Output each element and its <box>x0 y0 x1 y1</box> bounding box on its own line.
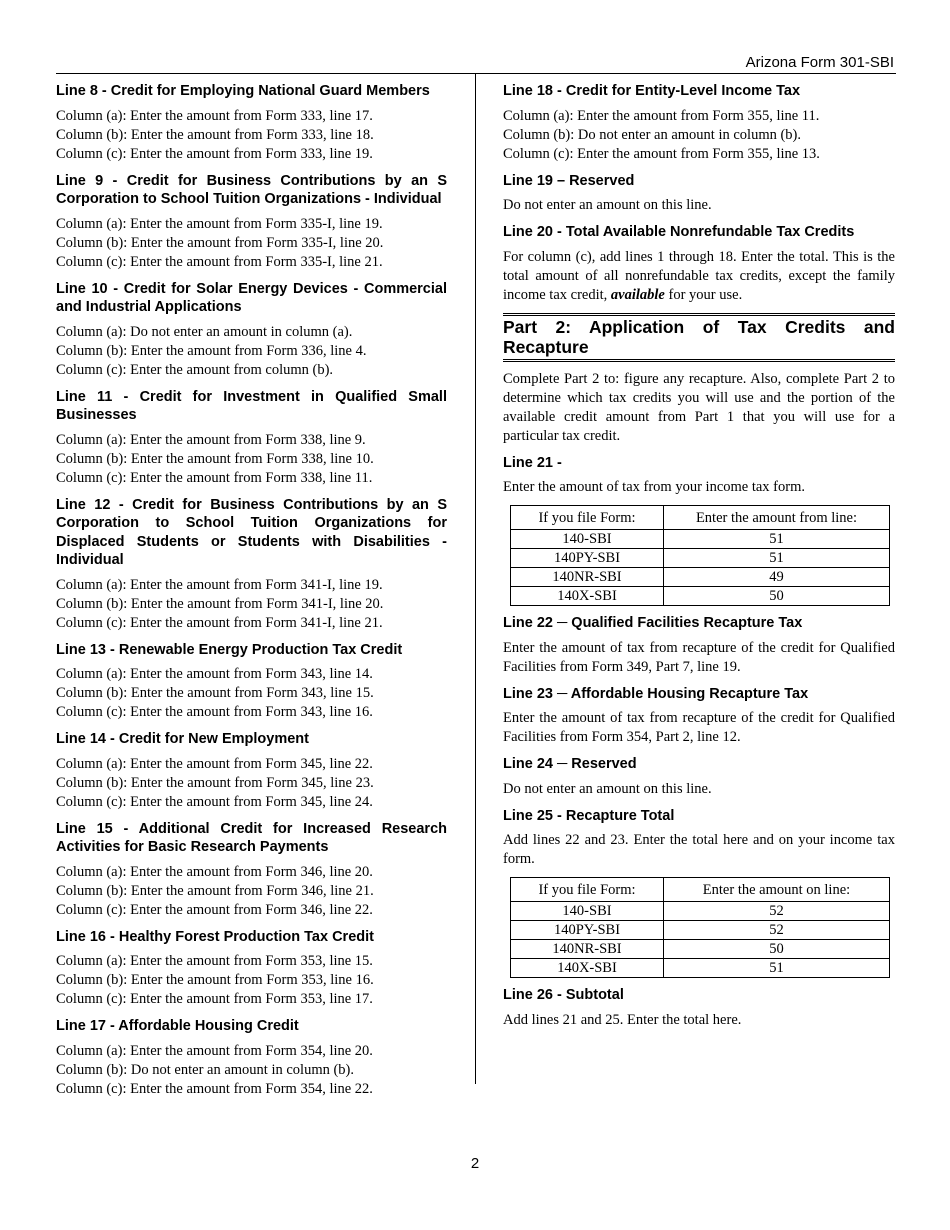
table-cell: 140-SBI <box>511 902 664 921</box>
right-column <box>503 82 895 1038</box>
line-23-section <box>503 685 895 748</box>
table-header: Enter the amount on line: <box>664 878 890 902</box>
line-22-section <box>503 614 895 677</box>
instruction-line: Column (b): Enter the amount from Form 335-I, line 20. <box>56 234 384 251</box>
instruction-line: Column (c): Enter the amount from Form 343, line 16. <box>56 704 373 720</box>
line-25-table <box>510 877 890 978</box>
instruction-line: Column (a): Enter the amount from Form 346, line 20. <box>56 863 373 880</box>
table-header: If you file Form: <box>511 878 664 902</box>
table-cell: 140X-SBI <box>511 959 664 978</box>
table-cell: 49 <box>664 568 890 587</box>
instruction-line: Column (c): Enter the amount from Form 335-I, line 21. <box>56 253 383 270</box>
instruction-line: Column (b): Enter the amount from Form 336, line 4. <box>56 342 367 359</box>
table-header-row <box>511 878 890 902</box>
table-cell: 140PY-SBI <box>511 921 664 940</box>
table-row <box>511 530 890 549</box>
instruction-line: Column (c): Enter the amount from Form 345, line 24. <box>56 793 373 810</box>
form-title: Arizona Form 301-SBI <box>745 54 894 71</box>
section-title: Line 12 - Credit for Business Contributions by an S Corporation to School Tuition Organizations for Displaced Students or Students with Disabilities - Individual <box>56 496 447 568</box>
instruction-line: Column (b): Do not enter an amount in column (b). <box>56 1061 355 1078</box>
line-21-section <box>503 454 895 607</box>
instruction-line: Column (a): Enter the amount from Form 341-I, line 19. <box>56 576 383 593</box>
instruction-text: Do not enter an amount on this line. <box>503 197 712 213</box>
table-cell: 140X-SBI <box>511 587 664 606</box>
instruction-line: Column (c): Enter the amount from Form 333, line 19. <box>56 145 373 162</box>
line-25-section <box>503 807 895 979</box>
section-title: Line 25 - Recapture Total <box>503 807 675 824</box>
instruction-line: Column (b): Do not enter an amount in column (b). <box>503 126 802 143</box>
section-title: Line 18 - Credit for Entity-Level Income Tax <box>503 83 801 99</box>
instruction-line: Column (b): Enter the amount from Form 343, line 15. <box>56 685 374 701</box>
instruction-line: Column (c): Enter the amount from Form 346, line 22. <box>56 901 373 918</box>
instruction-text: Add lines 21 and 25. Enter the total here. <box>503 1011 742 1028</box>
line-20-section <box>503 223 895 305</box>
section-title: Line 13 - Renewable Energy Production Tax Credit <box>56 641 403 658</box>
instruction-line: Column (a): Enter the amount from Form 335-I, line 19. <box>56 215 383 232</box>
instruction-text <box>503 248 895 305</box>
section-title: Line 19 – Reserved <box>503 172 635 189</box>
table-row <box>511 587 890 606</box>
instruction-line: Column (b): Enter the amount from Form 333, line 18. <box>56 126 374 143</box>
table-cell: 51 <box>664 959 890 978</box>
instruction-line: Column (c): Enter the amount from Form 338, line 11. <box>56 469 373 486</box>
instruction-line: Column (a): Enter the amount from Form 333, line 17. <box>56 107 373 124</box>
instruction-text: Do not enter an amount on this line. <box>503 780 712 797</box>
table-header: If you file Form: <box>511 506 664 530</box>
line-19-section <box>503 172 895 216</box>
table-header-row <box>511 506 890 530</box>
table-row <box>511 549 890 568</box>
emphasized-word: available <box>610 286 665 303</box>
instruction-line: Column (c): Enter the amount from Form 354, line 22. <box>56 1080 373 1097</box>
instruction-line: Column (b): Enter the amount from Form 346, line 21. <box>56 882 374 899</box>
line-13-section <box>56 641 447 723</box>
instruction-line: Column (a): Enter the amount from Form 354, line 20. <box>56 1042 373 1059</box>
table-cell: 51 <box>664 530 890 549</box>
line-21-table <box>510 505 890 606</box>
line-10-section <box>56 280 447 380</box>
instruction-line: Column (a): Enter the amount from Form 355, line 11. <box>503 107 820 124</box>
part-2-title: Part 2: Application of Tax Credits and Recapture <box>503 316 895 357</box>
instruction-line: Column (c): Enter the amount from column (b). <box>56 361 334 378</box>
instruction-line: Column (c): Enter the amount from Form 341-I, line 21. <box>56 614 383 631</box>
page-number: 2 <box>470 1155 480 1172</box>
line-24-section <box>503 755 895 799</box>
instruction-line: Column (a): Enter the amount from Form 338, line 9. <box>56 431 366 448</box>
section-title: Line 11 - Credit for Investment in Qualified Small Businesses <box>56 388 447 423</box>
line-26-section <box>503 986 895 1030</box>
table-cell: 51 <box>664 549 890 568</box>
instruction-text: Complete Part 2 to: figure any recapture. Also, complete Part 2 to determine which tax credits you will use and the portion of the available credit amount from Part 1 that you will use for a particular tax credit. <box>503 370 895 444</box>
instruction-line: Column (b): Enter the amount from Form 338, line 10. <box>56 450 374 467</box>
instruction-text: Enter the amount of tax from your income tax form. <box>503 479 805 495</box>
table-cell: 50 <box>664 587 890 606</box>
table-row <box>511 568 890 587</box>
table-row <box>511 921 890 940</box>
table-cell: 140-SBI <box>511 530 664 549</box>
section-title: Line 9 - Credit for Business Contributions by an S Corporation to School Tuition Organizations - Individual <box>56 172 447 207</box>
section-title: Line 23 ─ Affordable Housing Recapture Tax <box>503 685 809 702</box>
section-title: Line 26 - Subtotal <box>503 987 624 1003</box>
section-title: Line 22 ─ Qualified Facilities Recapture Tax <box>503 615 803 631</box>
instruction-line: Column (b): Enter the amount from Form 345, line 23. <box>56 774 374 791</box>
instruction-text: Enter the amount of tax from recapture of the credit for Qualified Facilities from Form 354, Part 2, line 12. <box>503 710 895 745</box>
instruction-line: Column (c): Enter the amount from Form 355, line 13. <box>503 145 820 162</box>
line-15-section <box>56 820 447 920</box>
table-cell: 140NR-SBI <box>511 568 664 587</box>
instruction-line: Column (a): Enter the amount from Form 353, line 15. <box>56 953 373 969</box>
table-cell: 140NR-SBI <box>511 940 664 959</box>
section-title: Line 14 - Credit for New Employment <box>56 731 309 747</box>
section-title: Line 24 ─ Reserved <box>503 756 637 772</box>
table-cell: 140PY-SBI <box>511 549 664 568</box>
part-2-intro <box>503 370 895 446</box>
text-after: for your use. <box>664 286 743 303</box>
line-11-section <box>56 388 447 488</box>
line-18-section <box>503 82 895 164</box>
section-title: Line 8 - Credit for Employing National Guard Members <box>56 83 430 99</box>
section-title: Line 17 - Affordable Housing Credit <box>56 1018 299 1034</box>
section-title: Line 15 - Additional Credit for Increased Research Activities for Basic Research Payments <box>56 820 447 855</box>
line-8-section <box>56 82 447 164</box>
column-divider <box>475 74 476 1084</box>
section-title: Line 20 - Total Available Nonrefundable Tax Credits <box>503 224 855 240</box>
instruction-line: Column (c): Enter the amount from Form 353, line 17. <box>56 991 373 1007</box>
table-header: Enter the amount from line: <box>664 506 890 530</box>
header-rule <box>56 73 896 74</box>
table-cell: 50 <box>664 940 890 959</box>
table-row <box>511 940 890 959</box>
left-column <box>56 82 447 1107</box>
table-row <box>511 959 890 978</box>
instruction-line: Column (a): Do not enter an amount in column (a). <box>56 323 353 340</box>
instruction-line: Column (a): Enter the amount from Form 345, line 22. <box>56 755 373 772</box>
table-cell: 52 <box>664 902 890 921</box>
instruction-line: Column (a): Enter the amount from Form 343, line 14. <box>56 666 373 682</box>
section-title: Line 10 - Credit for Solar Energy Devices - Commercial and Industrial Applications <box>56 280 447 315</box>
instruction-text: Add lines 22 and 23. Enter the total here and on your income tax form. <box>503 832 895 867</box>
line-9-section <box>56 172 447 272</box>
instruction-line: Column (b): Enter the amount from Form 353, line 16. <box>56 972 374 988</box>
instruction-line: Column (b): Enter the amount from Form 341-I, line 20. <box>56 595 384 612</box>
line-17-section <box>56 1017 447 1099</box>
text-before: For column (c), add lines 1 through 18. Enter the total. This is the total amount of all nonrefundable tax credits, except the family income tax credit, <box>503 248 895 303</box>
instruction-text: Enter the amount of tax from recapture of the credit for Qualified Facilities from Form 349, Part 7, line 19. <box>503 639 895 675</box>
line-16-section <box>56 928 447 1010</box>
section-title: Line 16 - Healthy Forest Production Tax Credit <box>56 928 374 945</box>
table-cell: 52 <box>664 921 890 940</box>
table-row <box>511 902 890 921</box>
part-2-heading-box <box>503 313 895 362</box>
section-title: Line 21 - <box>503 454 562 471</box>
line-12-section <box>56 496 447 633</box>
line-14-section <box>56 730 447 812</box>
